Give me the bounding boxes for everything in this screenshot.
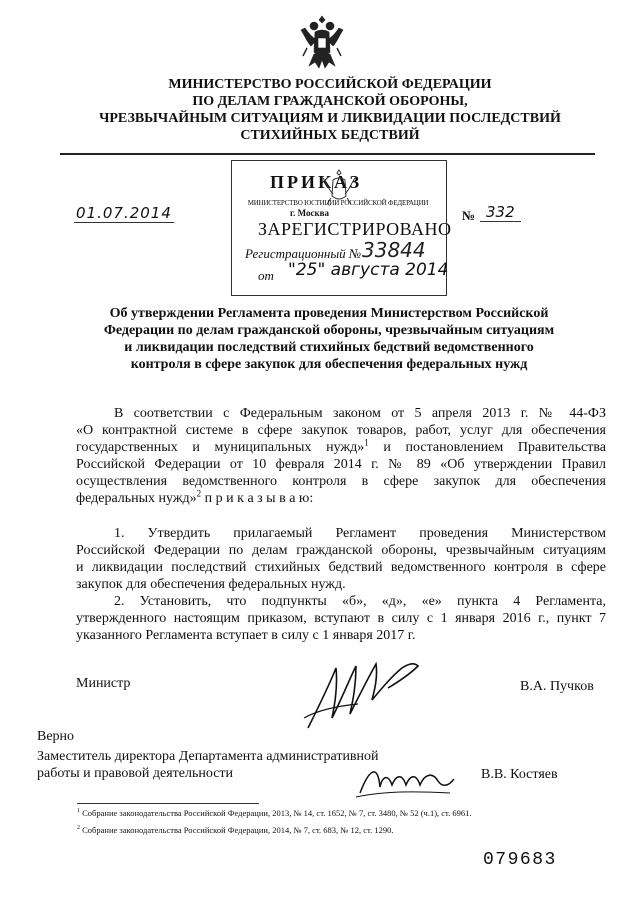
footnote-number: 1 — [77, 808, 80, 815]
item-line: 1. Утвердить прилагаемый Регламент проведения Министерством — [114, 526, 606, 541]
ministry-header — [60, 76, 600, 144]
body-line — [76, 490, 606, 507]
minister-name: В.А. Пучков — [520, 679, 594, 694]
footnote — [77, 825, 394, 835]
stamp-date: "25" августа 2014 — [288, 260, 449, 280]
stamp-reg-number-label: Регистрационный № — [245, 246, 362, 261]
header-divider — [60, 153, 595, 155]
coat-of-arms-emblem-icon — [297, 12, 347, 72]
body-line: Российской Федерации от 10 февраля 2014 г. № 89 «Об утверждении Правил — [76, 457, 606, 472]
stamp-ministry-name: МИНИСТЕРСТВО ЮСТИЦИИ РОССИЙСКОЙ ФЕДЕРАЦИИ — [247, 199, 429, 207]
item-line: 2. Установить, что подпункты «б», «д», «е» пункта 4 Регламента, — [114, 594, 606, 609]
item-line: Российской Федерации по делам гражданской обороны, чрезвычайным ситуациям — [76, 543, 606, 558]
body-line — [76, 439, 606, 456]
footnote-mark: 2 — [196, 488, 202, 499]
item-line: и ликвидации последствий стихийных бедствий ведомственного контроля в сфере — [76, 560, 606, 575]
order-body — [76, 405, 606, 644]
body-text: и постановлением Правительства — [383, 440, 607, 455]
stamp-reg-number: 33844 — [362, 238, 426, 262]
order-city: г. Москва — [290, 208, 329, 218]
ministry-line: СТИХИЙНЫХ БЕДСТВИЙ — [240, 128, 420, 143]
item-line: указанного Регламента вступает в силу с 1 января 2017 г. — [76, 628, 416, 643]
decree-word: п р и к а з ы в а ю: — [204, 491, 314, 506]
body-line: В соответствии с Федеральным законом от 5 апреля 2013 г. № 44-ФЗ — [114, 406, 606, 421]
deputy-title-line: работы и правовой деятельности — [37, 766, 234, 781]
order-number-label: № — [462, 208, 476, 223]
footnote — [77, 808, 472, 818]
ministry-line: МИНИСТЕРСТВО РОССИЙСКОЙ ФЕДЕРАЦИИ — [168, 77, 492, 92]
subject-line: контроля в сфере закупок для обеспечения федеральных нужд — [130, 357, 528, 372]
item-line: закупок для обеспечения федеральных нужд. — [76, 577, 346, 592]
order-date: 01.07.2014 — [76, 204, 172, 222]
stamp-date-label: от — [258, 268, 274, 283]
body-text: федеральных нужд» — [76, 491, 197, 506]
minister-signature-icon — [298, 648, 428, 738]
certified-label: Верно — [37, 729, 75, 744]
body-line: «О контрактной системе в сфере закупок товаров, работ, услуг для обеспечения — [76, 423, 606, 438]
stamp-registered-label: ЗАРЕГИСТРИРОВАНО — [258, 219, 452, 239]
order-number: 332 — [480, 203, 521, 222]
body-text: государственных и муниципальных нужд» — [76, 440, 365, 455]
ministry-line: ЧРЕЗВЫЧАЙНЫМ СИТУАЦИЯМ И ЛИКВИДАЦИИ ПОСЛЕДСТВИЙ — [99, 111, 561, 126]
item-line: утвержденного настоящим приказом, вступают в силу с 1 января 2016 г., пункт 7 — [76, 611, 606, 626]
footnote-mark: 1 — [364, 437, 369, 448]
order-title: ПРИКАЗ — [270, 172, 363, 192]
document-serial-number: 079683 — [483, 850, 557, 870]
deputy-name: В.В. Костяев — [481, 767, 558, 782]
subject-line: Федерации по делам гражданской обороны, чрезвычайным ситуациям — [103, 323, 555, 338]
footnote-divider — [77, 803, 259, 804]
subject-line: Об утверждении Регламента проведения Министерством Российской — [109, 306, 549, 321]
footnote-text: Собрание законодательства Российской Федерации, 2014, № 7, ст. 683, № 12, ст. 1290. — [82, 825, 394, 835]
order-subject — [78, 305, 580, 373]
deputy-signature-icon — [354, 757, 464, 807]
footnote-number: 2 — [77, 825, 80, 832]
body-line: осуществления ведомственного контроля в сфере закупок для обеспечения — [76, 474, 606, 489]
deputy-title-line: Заместитель директора Департамента административной — [37, 749, 379, 764]
ministry-line: ПО ДЕЛАМ ГРАЖДАНСКОЙ ОБОРОНЫ, — [192, 94, 468, 109]
deputy-title — [37, 748, 379, 782]
footnote-text: Собрание законодательства Российской Федерации, 2013, № 14, ст. 1652, № 7, ст. 3480, № 52 (ч.1), ст. 6961. — [82, 808, 472, 818]
subject-line: и ликвидации последствий стихийных бедствий ведомственного — [124, 340, 534, 355]
minister-title: Министр — [76, 676, 131, 691]
